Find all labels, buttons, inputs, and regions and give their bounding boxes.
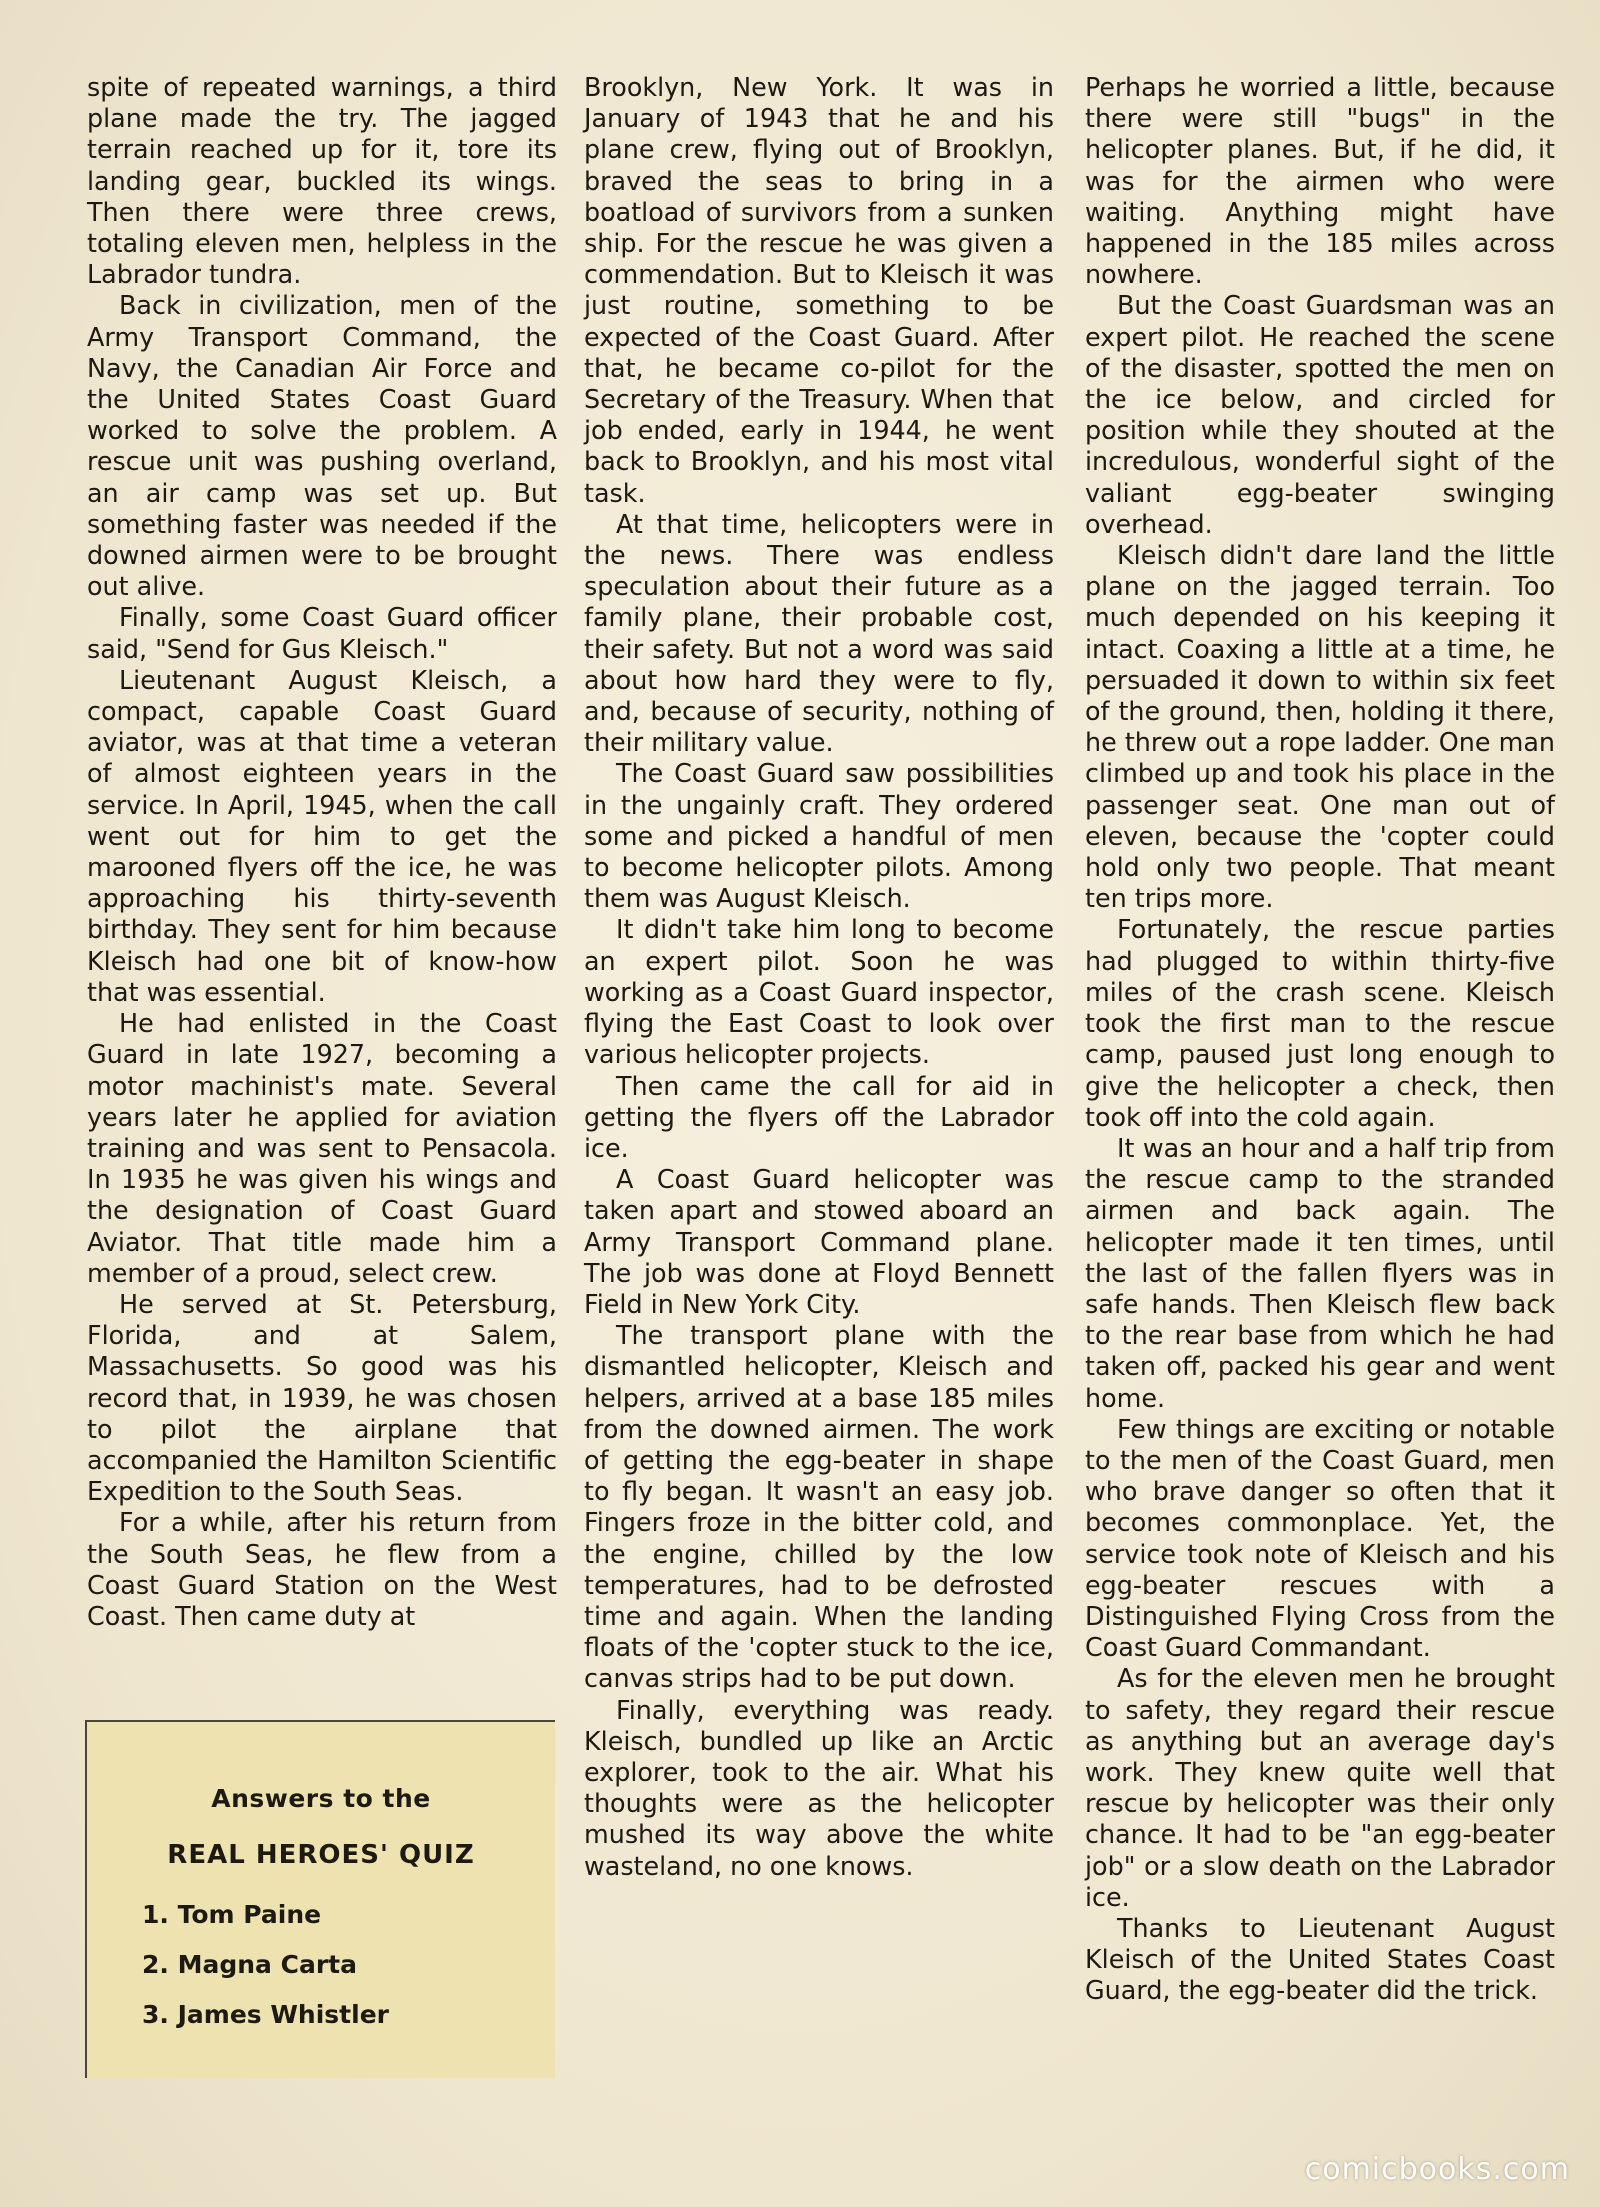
quiz-answer: 2. Magna Carta bbox=[142, 1950, 357, 1979]
paragraph: The Coast Guard saw possibilities in the ungainly craft. They ordered some and picked a handful of men to become helicopter pilots. Among them was August Kleisch. bbox=[584, 758, 1054, 914]
text-column-1 bbox=[87, 72, 557, 1632]
paragraph: Brooklyn, New York. It was in January of 1943 that he and his plane crew, flying out of Brooklyn, braved the seas to bring in a boatload of survivors from a sunken ship. For the rescue he was given a commendation. But to Kleisch it was just routine, something to be expected of the Coast Guard. After that, he became co-pilot for the Secretary of the Treasury. When that job ended, early in 1944, he went back to Brooklyn, and his most vital task. bbox=[584, 72, 1054, 508]
text-column-3 bbox=[1085, 72, 1555, 2007]
paragraph: It didn't take him long to become an expert pilot. Soon he was working as a Coast Guard inspector, flying the East Coast to look over various helicopter projects. bbox=[584, 914, 1054, 1070]
paragraph: Back in civilization, men of the Army Transport Command, the Navy, the Canadian Air Force and the United States Coast Guard worked to solve the problem. A rescue unit was pushing overland, an air camp was set up. But something faster was needed if the downed airmen were to be brought out alive. bbox=[87, 290, 557, 602]
quiz-answer-list bbox=[142, 1900, 389, 2050]
paragraph: Finally, some Coast Guard officer said, "Send for Gus Kleisch." bbox=[87, 602, 557, 664]
paragraph: spite of repeated warnings, a third plane made the try. The jagged terrain reached up for it, tore its landing gear, buckled its wings. Then there were three crews, totaling eleven men, helpless in the Labrador tundra. bbox=[87, 72, 557, 290]
text-column-2 bbox=[584, 72, 1054, 1882]
paragraph: He had enlisted in the Coast Guard in late 1927, becoming a motor machinist's mate. Several years later he applied for aviation training and was sent to Pensacola. In 1935 he was given his wings and the designation of Coast Guard Aviator. That title made him a member of a proud, select crew. bbox=[87, 1008, 557, 1288]
quiz-answer: 1. Tom Paine bbox=[142, 1900, 322, 1929]
paragraph: But the Coast Guardsman was an expert pilot. He reached the scene of the disaster, spotted the men on the ice below, and circled for position while they shouted at the incredulous, wonderful sight of the valiant egg-beater swinging overhead. bbox=[1085, 290, 1555, 539]
paragraph: At that time, helicopters were in the news. There was endless speculation about their future as a family plane, their probable cost, their safety. But not a word was said about how hard they were to fly, and, because of security, nothing of their military value. bbox=[584, 508, 1054, 758]
paragraph: Thanks to Lieutenant August Kleisch of the United States Coast Guard, the egg-beater did the trick. bbox=[1085, 1912, 1555, 2006]
paragraph: He served at St. Petersburg, Florida, and at Salem, Massachusetts. So good was his record that, in 1939, he was chosen to pilot the airplane that accompanied the Hamilton Scientific Expedition to the South Seas. bbox=[87, 1288, 557, 1507]
paragraph: A Coast Guard helicopter was taken apart and stowed aboard an Army Transport Command plane. The job was done at Floyd Bennett Field in New York City. bbox=[584, 1164, 1054, 1319]
paragraph: Kleisch didn't dare land the little plane on the jagged terrain. Too much depended on his keeping it intact. Coaxing a little at a time, he persuaded it down to within six feet of the ground, then, holding it there, he threw out a rope ladder. One man climbed up and took his place in the passenger seat. One man out of eleven, because the 'copter could hold only two people. That meant ten trips more. bbox=[1085, 540, 1555, 914]
quiz-heading: Answers to the bbox=[211, 1784, 431, 1813]
paragraph: As for the eleven men he brought to safety, they regard their rescue as anything but an average day's work. They knew quite well that rescue by helicopter was their only chance. It had to be "an egg-beater job" or a slow death on the Labrador ice. bbox=[1085, 1663, 1555, 1912]
paragraph: Perhaps he worried a little, because there were still "bugs" in the helicopter planes. But, if he did, it was for the airmen who were waiting. Anything might have happened in the 185 miles across nowhere. bbox=[1085, 72, 1555, 290]
quiz-answers-box bbox=[85, 1720, 555, 2078]
paragraph: Fortunately, the rescue parties had plugged to within thirty-five miles of the crash scene. Kleisch took the first man to the rescue camp, paused just long enough to give the helicopter a check, then took off into the cold again. bbox=[1085, 914, 1555, 1132]
paragraph: Few things are exciting or notable to the men of the Coast Guard, men who brave danger so often that it becomes commonplace. Yet, the service took note of Kleisch and his egg-beater rescues with a Distinguished Flying Cross from the Coast Guard Commandant. bbox=[1085, 1413, 1555, 1663]
paragraph: Finally, everything was ready. Kleisch, bundled up like an Arctic explorer, took to the air. What his thoughts were as the helicopter mushed its way above the white wasteland, no one knows. bbox=[584, 1694, 1054, 1881]
quiz-title: REAL HEROES' QUIZ bbox=[167, 1840, 475, 1870]
paragraph: Lieutenant August Kleisch, a compact, capable Coast Guard aviator, was at that time a veteran of almost eighteen years in the service. In April, 1945, when the call went out for him to get the marooned flyers off the ice, he was approaching his thirty-seventh birthday. They sent for him because Kleisch had one bit of know-how that was essential. bbox=[87, 664, 557, 1007]
paragraph: The transport plane with the dismantled helicopter, Kleisch and helpers, arrived at a base 185 miles from the downed airmen. The work of getting the egg-beater in shape to fly began. It wasn't an easy job. Fingers froze in the bitter cold, and the engine, chilled by the low temperatures, had to be defrosted time and again. When the landing floats of the 'copter stuck to the ice, canvas strips had to be put down. bbox=[584, 1320, 1054, 1694]
watermark: comicbooks.com bbox=[1304, 2152, 1570, 2187]
paragraph: For a while, after his return from the South Seas, he flew from a Coast Guard Station on the West Coast. Then came duty at bbox=[87, 1507, 557, 1631]
quiz-answer: 3. James Whistler bbox=[142, 2000, 389, 2029]
paragraph: It was an hour and a half trip from the rescue camp to the stranded airmen and back again. The helicopter made it ten times, until the last of the fallen flyers was in safe hands. Then Kleisch flew back to the rear base from which he had taken off, packed his gear and went home. bbox=[1085, 1132, 1555, 1413]
paragraph: Then came the call for aid in getting the flyers off the Labrador ice. bbox=[584, 1070, 1054, 1163]
